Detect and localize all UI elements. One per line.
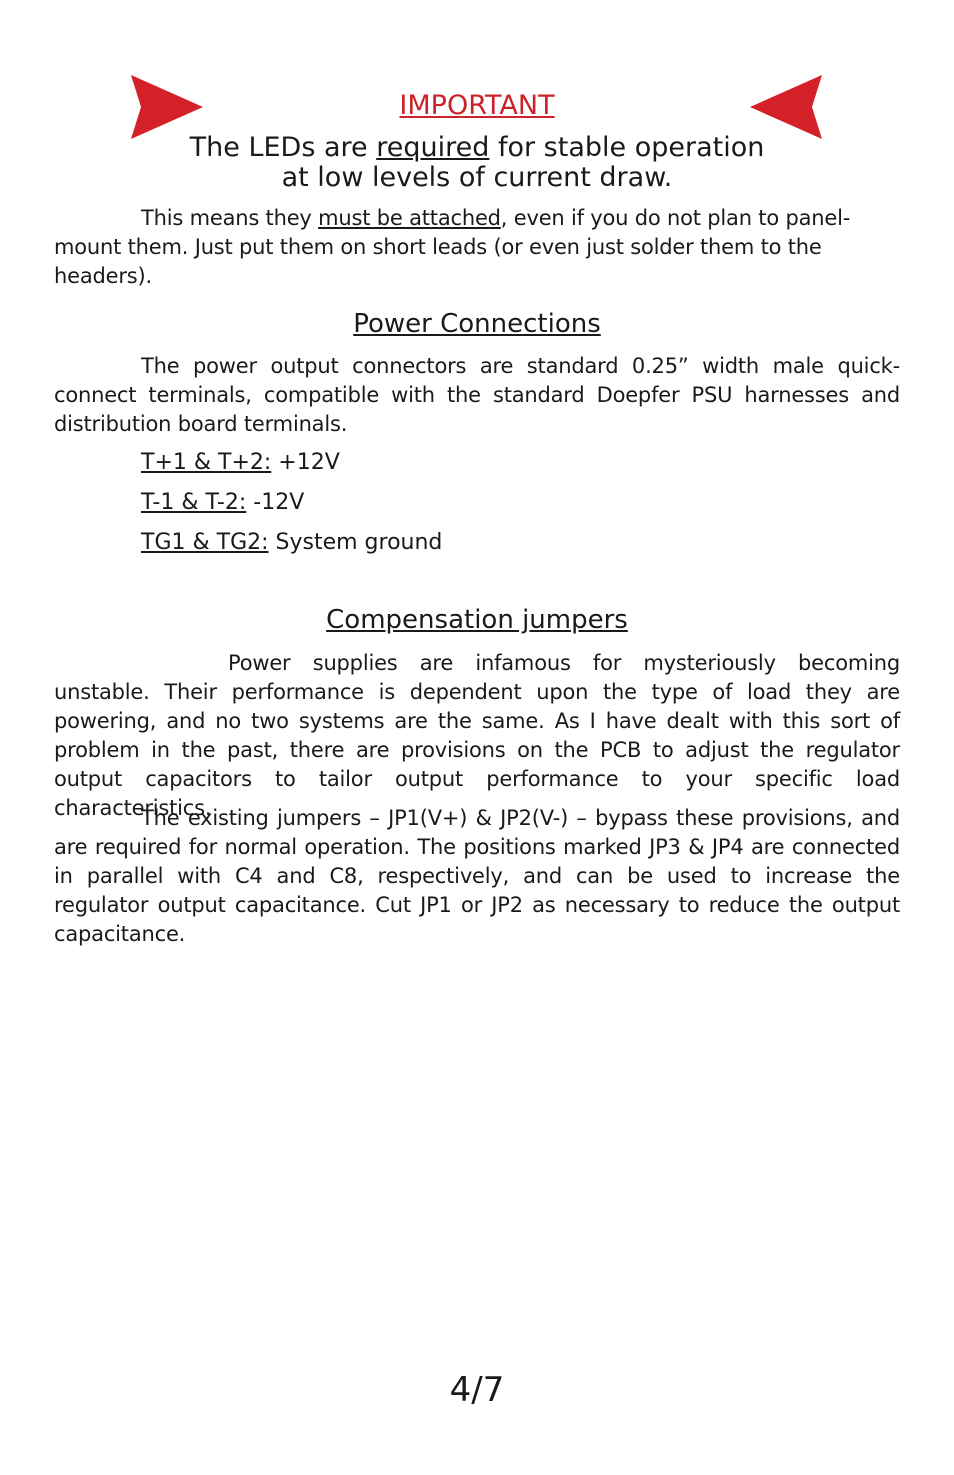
compensation-text-2: The existing jumpers – JP1(V+) & JP2(V-) – bypass these provisions, and are required for normal operation. The positions marked JP3 & JP4 are connected in parallel with C4 and C8, respectively, and can be used to increase the regulator output capacitance. Cut JP1 or JP2 as necessary to reduce the output capacitance. bbox=[54, 806, 900, 946]
led-explanation-paragraph bbox=[54, 204, 900, 291]
terminal-label: TG1 & TG2: bbox=[141, 530, 269, 555]
terminal-value: -12V bbox=[246, 490, 305, 515]
compensation-jumpers-heading: Compensation jumpers bbox=[326, 605, 628, 635]
terminal-value: +12V bbox=[271, 450, 340, 475]
terminal-item bbox=[141, 490, 304, 515]
terminal-item bbox=[141, 450, 340, 475]
terminal-value: System ground bbox=[268, 530, 443, 555]
compensation-text-1: Power supplies are infamous for mysteriously becoming unstable. Their performance is dependent upon the type of load they are powering, and no two systems are the same. As I have dealt with this sort of problem in the past, there are provisions on the PCB to adjust the regulator output capacitors to tailor output performance to your specific load characteristics. bbox=[54, 651, 900, 820]
led-notice-pre: The LEDs are bbox=[189, 132, 377, 163]
page-number: 4/7 bbox=[449, 1370, 505, 1410]
led-notice-line2: at low levels of current draw. bbox=[281, 162, 673, 193]
terminal-item bbox=[141, 530, 442, 555]
led-notice-post: for stable operation bbox=[489, 132, 765, 163]
led-explanation-post: , even if you do not plan to panel-mount them. Just put them on short leads (or even just solder them to the headers). bbox=[54, 206, 851, 288]
terminal-label: T+1 & T+2: bbox=[141, 450, 272, 475]
led-notice-required: required bbox=[376, 132, 490, 163]
led-explanation-underlined: must be attached bbox=[318, 206, 501, 230]
led-notice-line1 bbox=[0, 132, 954, 163]
power-connections-heading: Power Connections bbox=[353, 309, 601, 339]
important-heading: IMPORTANT bbox=[399, 90, 555, 121]
compensation-paragraph-2 bbox=[54, 804, 900, 949]
led-explanation-pre: This means they bbox=[141, 206, 319, 230]
power-connections-text: The power output connectors are standard 0.25” width male quick-connect terminals, compatible with the standard Doepfer PSU harnesses and distribution board terminals. bbox=[54, 354, 900, 436]
power-connections-paragraph bbox=[54, 352, 900, 439]
terminal-label: T-1 & T-2: bbox=[141, 490, 247, 515]
compensation-paragraph-1 bbox=[54, 649, 900, 823]
